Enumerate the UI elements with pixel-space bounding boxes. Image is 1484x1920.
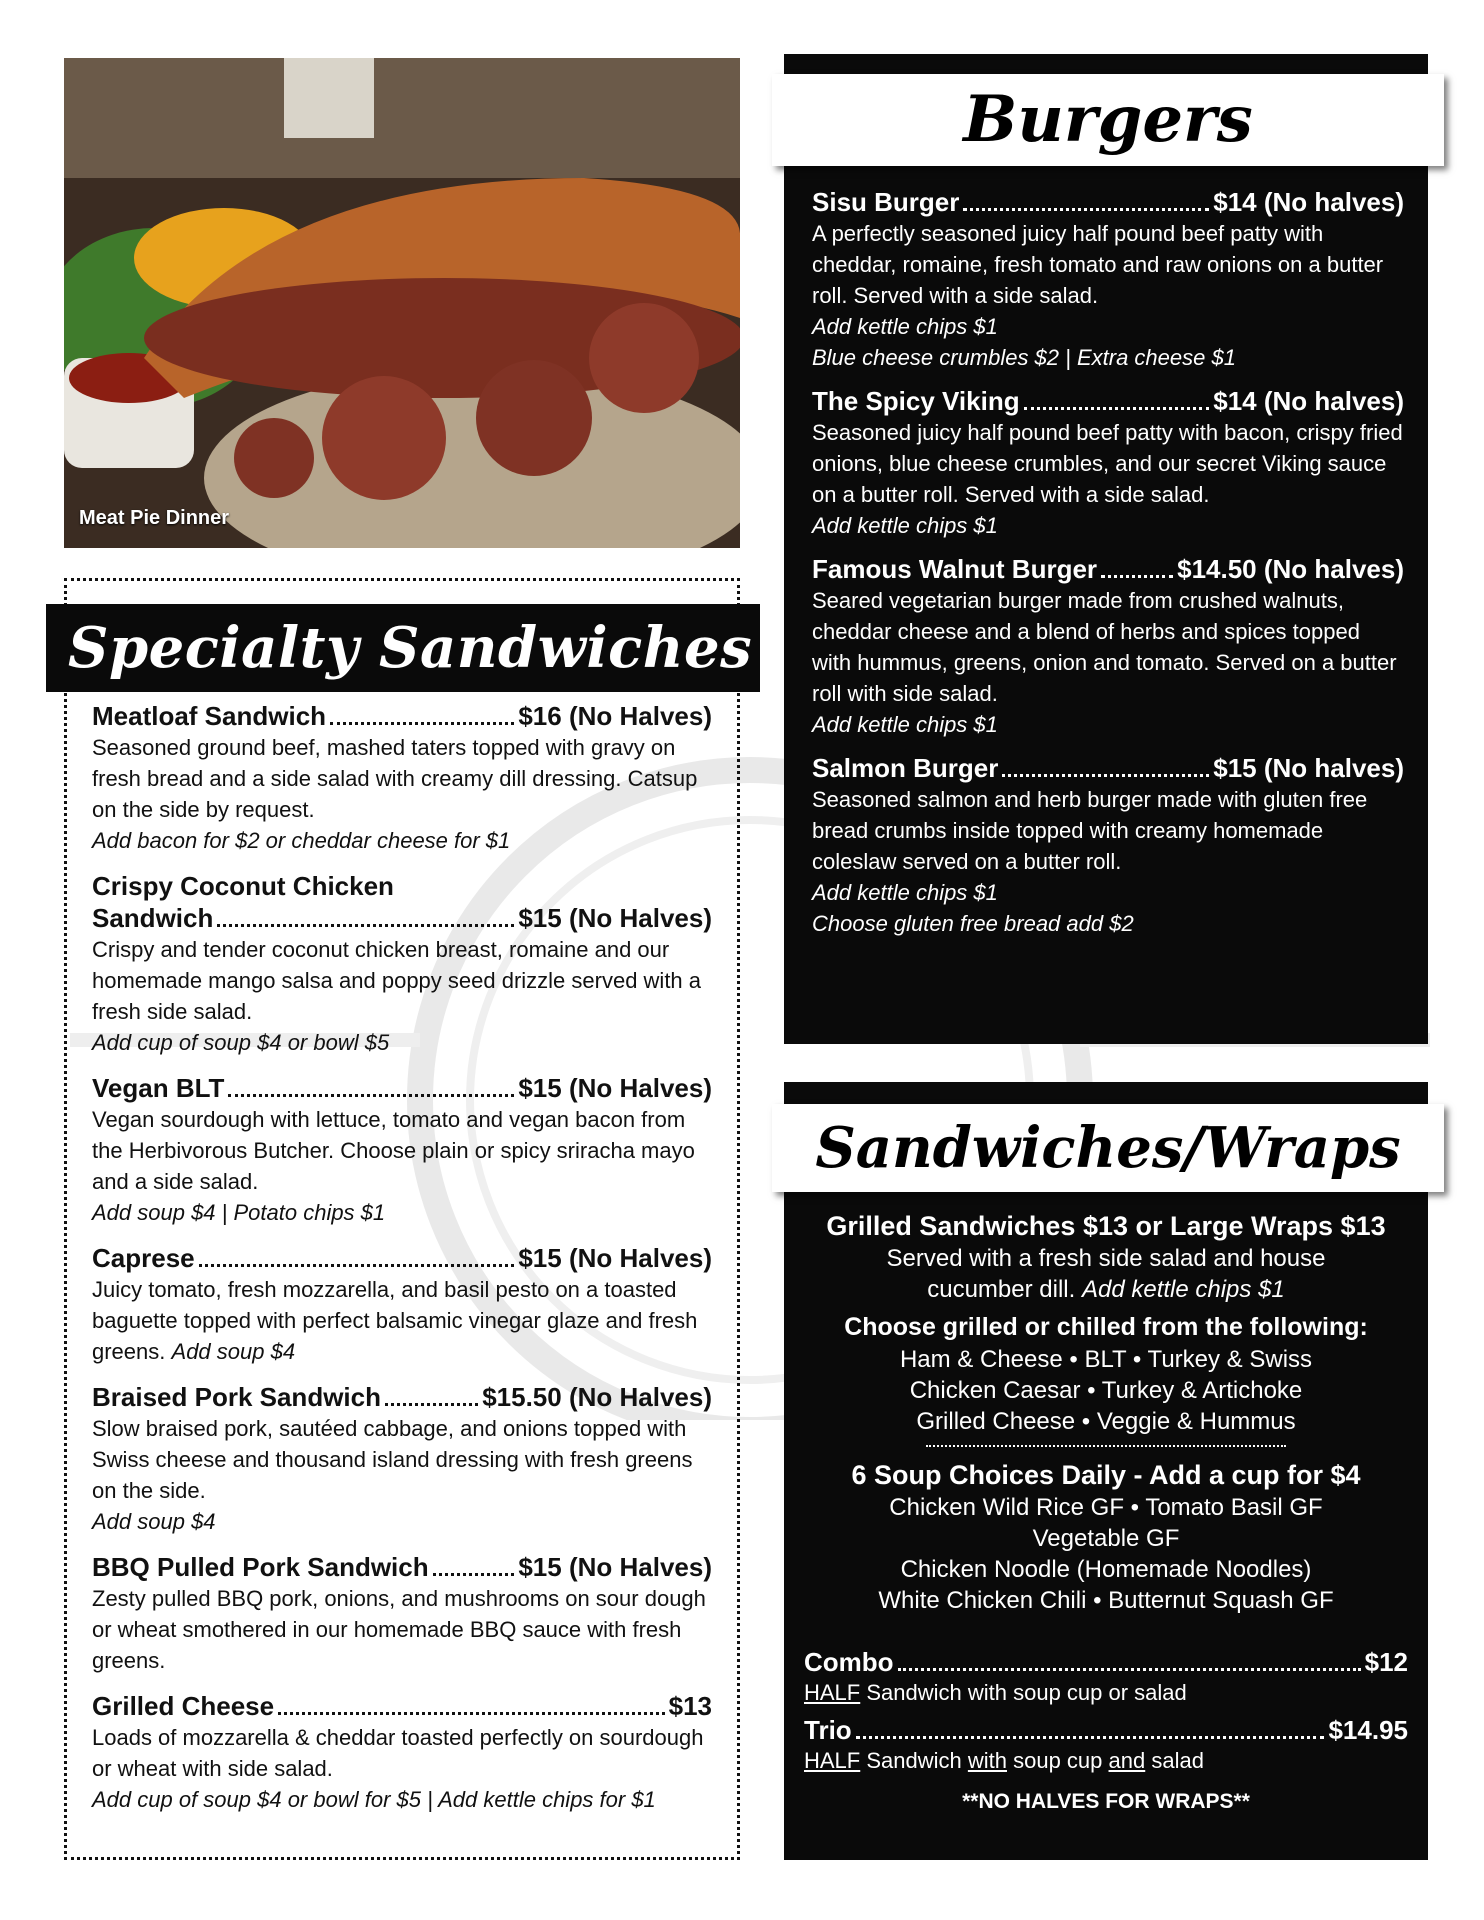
specialty-sandwiches-title: Specialty Sandwiches [46, 604, 760, 692]
menu-item-sisu-burger [812, 186, 1404, 373]
item-price: $15 (No halves) [1213, 753, 1404, 783]
item-price: $16 (No Halves) [518, 701, 712, 731]
wraps-title: Sandwiches/Wraps [772, 1104, 1444, 1192]
soup-option: Chicken Noodle (Homemade Noodles) [900, 1556, 1312, 1583]
item-price: $14.95 [1328, 1715, 1408, 1745]
menu-item-crispy-coconut-chicken [92, 870, 712, 1058]
item-description: A perfectly seasoned juicy half pound beef patty with cheddar, romaine, fresh tomato and raw onions on a butter roll. Served with a side salad. [812, 221, 1384, 308]
trio-item [804, 1714, 1408, 1776]
no-halves-note: **NO HALVES FOR WRAPS** [962, 1790, 1250, 1813]
item-price: $12 [1364, 1647, 1408, 1677]
item-price: $15 (No Halves) [518, 903, 712, 933]
item-name-line1: Crispy Coconut Chicken [92, 871, 394, 901]
soup-option: Vegetable GF [1032, 1525, 1180, 1552]
wraps-served-line2: cucumber dill. [927, 1276, 1076, 1303]
combo-item [804, 1646, 1408, 1708]
item-addon: Add soup $4 [171, 1339, 296, 1364]
soup-option: Chicken Wild Rice GF • Tomato Basil GF [889, 1494, 1323, 1521]
item-addon: Add soup $4 | Potato chips $1 [92, 1200, 386, 1225]
wraps-body [804, 1210, 1408, 1814]
wraps-option: Grilled Cheese • Veggie & Hummus [916, 1408, 1296, 1435]
photo-caption: Meat Pie Dinner [79, 507, 230, 529]
item-name: BBQ Pulled Pork Sandwich [92, 1552, 429, 1582]
wraps-addon: Add kettle chips $1 [1081, 1276, 1285, 1303]
item-name: Famous Walnut Burger [812, 554, 1098, 584]
wraps-served-line1: Served with a fresh side salad and house [886, 1245, 1326, 1272]
item-addon: Add soup $4 [92, 1509, 216, 1534]
soup-option: White Chicken Chili • Butternut Squash GF [878, 1587, 1334, 1614]
item-description: Seasoned salmon and herb burger made with gluten free bread crumbs inside topped with creamy homemade coleslaw served on a butter roll. [812, 787, 1368, 874]
menu-item-bbq-pulled-pork [92, 1551, 712, 1676]
item-price: $15 (No Halves) [518, 1552, 712, 1582]
trio-text: Sandwich [860, 1748, 968, 1773]
item-name: Sisu Burger [812, 187, 960, 217]
item-description: Juicy tomato, fresh mozzarella, and basil pesto on a toasted baguette topped with perfect balsamic vinegar glaze and fresh greens. [92, 1277, 698, 1364]
item-price: $13 [668, 1691, 712, 1721]
item-name: Combo [804, 1647, 894, 1677]
item-addon: Choose gluten free bread add $2 [812, 911, 1134, 936]
wraps-choose-heading: Choose grilled or chilled from the following: [844, 1313, 1368, 1341]
item-name: Vegan BLT [92, 1073, 225, 1103]
item-price: $15 (No Halves) [518, 1243, 712, 1273]
trio-and: and [1108, 1748, 1146, 1773]
menu-item-salmon-burger [812, 752, 1404, 939]
item-name: Trio [804, 1715, 852, 1745]
combo-description: Sandwich with soup cup or salad [860, 1680, 1187, 1705]
item-price: $14 (No halves) [1213, 386, 1404, 416]
item-description: Seasoned ground beef, mashed taters topped with gravy on fresh bread and a side salad with creamy dill dressing. Catsup on the side by request. [92, 735, 698, 822]
menu-item-spicy-viking [812, 385, 1404, 541]
item-price: $15.50 (No Halves) [482, 1382, 712, 1412]
item-description: Seasoned juicy half pound beef patty with bacon, crispy fried onions, blue cheese crumbles, and our secret Viking sauce on a butter roll. Served with a side salad. [812, 420, 1403, 507]
item-addon: Add kettle chips $1 [812, 880, 998, 905]
item-description: Crispy and tender coconut chicken breast, romaine and our homemade mango salsa and poppy seed drizzle served with a fresh side salad. [92, 937, 702, 1024]
menu-item-grilled-cheese [92, 1690, 712, 1815]
item-name: Salmon Burger [812, 753, 999, 783]
trio-text: salad [1145, 1748, 1204, 1773]
item-name: Braised Pork Sandwich [92, 1382, 381, 1412]
item-price: $14.50 (No halves) [1177, 554, 1404, 584]
item-addon: Add cup of soup $4 or bowl for $5 | Add kettle chips for $1 [92, 1787, 656, 1812]
specialty-sandwiches-list [92, 700, 712, 1829]
dotted-divider [926, 1445, 1286, 1447]
item-name: The Spicy Viking [812, 386, 1020, 416]
item-addon: Blue cheese crumbles $2 | Extra cheese $1 [812, 345, 1236, 370]
food-photo [64, 58, 740, 548]
item-addon: Add kettle chips $1 [812, 712, 998, 737]
item-addon: Add kettle chips $1 [812, 314, 998, 339]
sandwich-image [64, 58, 740, 548]
trio-with: with [967, 1748, 1007, 1773]
item-addon: Add bacon for $2 or cheddar cheese for $1 [92, 828, 511, 853]
item-price: $14 (No halves) [1213, 187, 1404, 217]
wraps-option: Chicken Caesar • Turkey & Artichoke [909, 1377, 1303, 1404]
item-description: Slow braised pork, sautéed cabbage, and onions topped with Swiss cheese and thousand island dressing with fresh greens on the side. [92, 1416, 693, 1503]
soup-heading: 6 Soup Choices Daily - Add a cup for $4 [851, 1460, 1361, 1490]
menu-item-braised-pork [92, 1381, 712, 1537]
burgers-title: Burgers [772, 74, 1444, 166]
item-name: Caprese [92, 1243, 195, 1273]
item-addon: Add cup of soup $4 or bowl $5 [92, 1030, 390, 1055]
burgers-list [812, 186, 1404, 951]
item-price: $15 (No Halves) [518, 1073, 712, 1103]
item-description: Vegan sourdough with lettuce, tomato and vegan bacon from the Herbivorous Butcher. Choose plain or spicy sriracha mayo and a side salad. [92, 1107, 695, 1194]
item-name: Meatloaf Sandwich [92, 701, 327, 731]
item-addon: Add kettle chips $1 [812, 513, 998, 538]
wraps-heading: Grilled Sandwiches $13 or Large Wraps $13 [826, 1211, 1386, 1241]
trio-text: soup cup [1007, 1748, 1109, 1773]
menu-item-vegan-blt [92, 1072, 712, 1228]
item-description: Seared vegetarian burger made from crushed walnuts, cheddar cheese and a blend of herbs and spices topped with hummus, greens, onion and tomato. Served on a butter roll with side salad. [812, 588, 1397, 706]
half-label: HALF [804, 1748, 861, 1773]
half-label: HALF [804, 1680, 861, 1705]
item-name: Grilled Cheese [92, 1691, 275, 1721]
menu-item-caprese [92, 1242, 712, 1367]
item-name: Sandwich [92, 903, 214, 933]
menu-item-walnut-burger [812, 553, 1404, 740]
item-description: Loads of mozzarella & cheddar toasted perfectly on sourdough or wheat with side salad. [92, 1725, 704, 1781]
menu-item-meatloaf-sandwich [92, 700, 712, 856]
item-description: Zesty pulled BBQ pork, onions, and mushrooms on sour dough or wheat smothered in our homemade BBQ sauce with fresh greens. [92, 1586, 706, 1673]
wraps-option: Ham & Cheese • BLT • Turkey & Swiss [899, 1346, 1313, 1373]
